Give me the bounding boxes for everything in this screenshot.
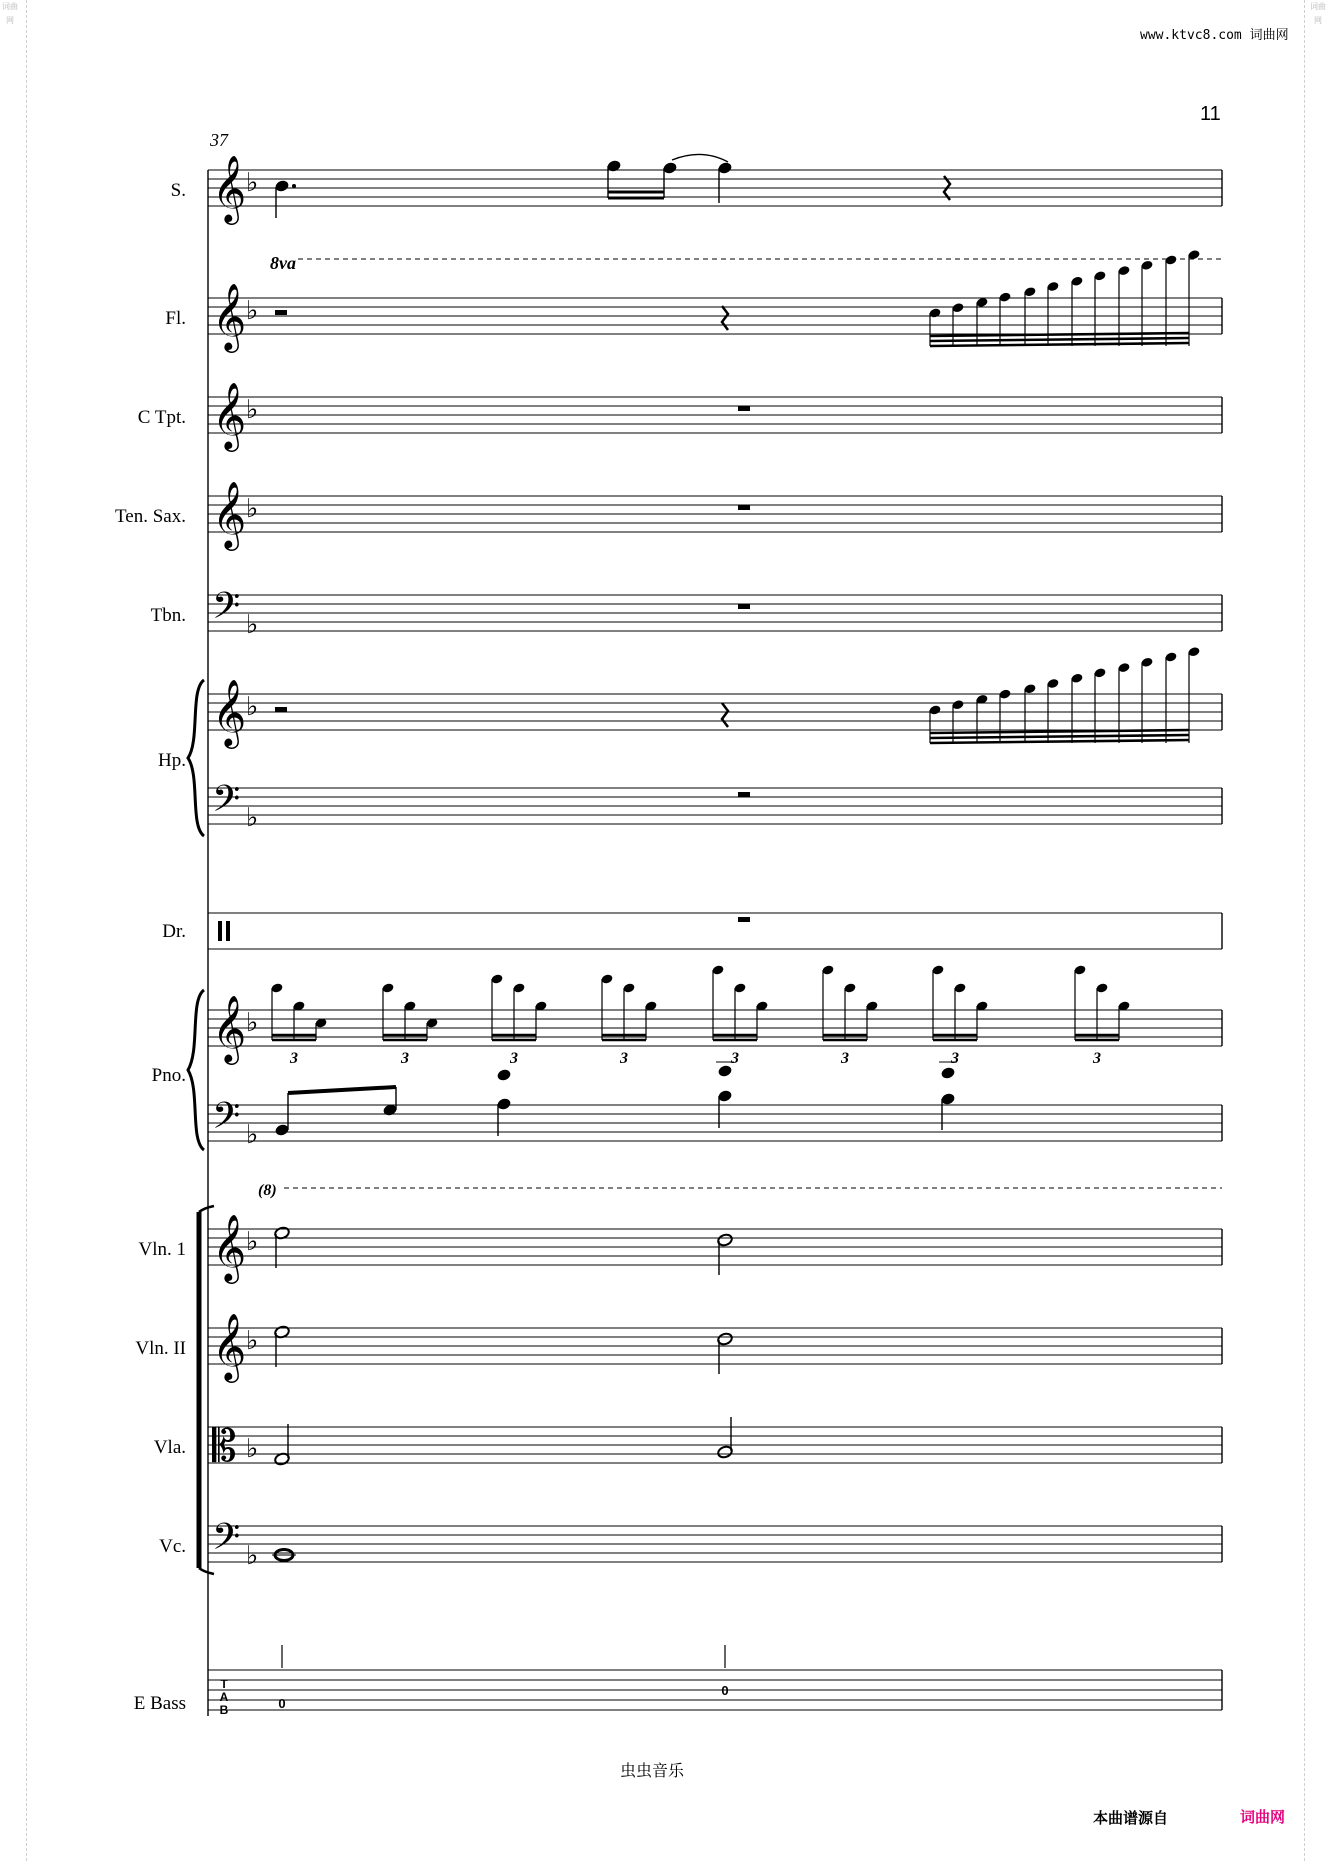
label-viola: Vla. <box>153 1437 186 1458</box>
piano-treble-notes <box>265 964 1131 1067</box>
bass-clef-icon: 𝄢 <box>212 1516 241 1567</box>
staff-1 <box>208 282 1222 353</box>
violin-1-notes <box>274 1226 734 1275</box>
label-trumpet: C Tpt. <box>137 407 186 428</box>
harp-brace <box>188 680 204 836</box>
page-number: 11 <box>1200 103 1221 125</box>
tuplet-number: 3 <box>731 1050 739 1067</box>
tab-fret-2: 0 <box>721 1683 729 1698</box>
treble-clef-icon: 𝄞 <box>212 381 247 449</box>
staff-4 <box>208 585 1222 640</box>
treble-clef-icon: 𝄞 <box>212 154 247 222</box>
tab-clef-a: A <box>219 1690 229 1704</box>
flat-icon: ♭ <box>246 168 259 198</box>
flat-icon: ♭ <box>246 395 259 425</box>
whole-rest-trombone <box>738 604 750 609</box>
piano-triplet-group <box>706 964 769 1067</box>
piano-triplet-group <box>1068 964 1131 1067</box>
ebass-tab-notes <box>278 1645 728 1711</box>
tab-fret-1: 0 <box>278 1696 286 1711</box>
staff-12 <box>208 1421 1222 1472</box>
staff-11 <box>208 1312 1222 1383</box>
label-trombone: Tbn. <box>150 605 186 626</box>
staff-9 <box>208 1095 1222 1150</box>
whole-rest-drums <box>738 917 750 922</box>
staff-8 <box>208 994 1222 1065</box>
staff-10 <box>208 1213 1222 1284</box>
piano-triplet-group <box>595 973 658 1067</box>
tuplet-number: 3 <box>401 1050 409 1067</box>
staff-3 <box>208 480 1222 551</box>
label-electric-bass: E Bass <box>133 1693 186 1714</box>
label-cello: Vc. <box>159 1536 186 1557</box>
bass-clef-icon: 𝄢 <box>212 778 241 829</box>
treble-clef-icon: 𝄞 <box>212 1213 247 1281</box>
treble-clef-icon: 𝄞 <box>212 994 247 1062</box>
treble-clef-icon: 𝄞 <box>212 678 247 746</box>
staff-13 <box>208 1516 1222 1571</box>
publisher-footer: 虫虫音乐 <box>620 1761 685 1780</box>
tuplet-number: 3 <box>510 1050 518 1067</box>
staff-7 <box>208 913 1222 949</box>
bass-clef-icon: 𝄢 <box>212 585 241 636</box>
label-piano: Pno. <box>151 1065 186 1086</box>
piano-triplet-group <box>376 982 439 1067</box>
bass-clef-icon: 𝄢 <box>212 1095 241 1146</box>
label-drums: Dr. <box>162 921 186 942</box>
tuplet-number: 3 <box>841 1050 849 1067</box>
cello-notes <box>272 1550 296 1561</box>
site-logo[interactable]: 词曲网 <box>1240 1808 1286 1826</box>
alto-clef-icon: 𝄡 <box>212 1421 237 1472</box>
ottava-mark-flute: 8va <box>270 253 296 273</box>
label-harp: Hp. <box>158 750 186 771</box>
label-violin-1: Vln. 1 <box>138 1239 186 1260</box>
label-violin-2: Vln. II <box>135 1338 186 1359</box>
whole-rest-sax <box>738 505 750 510</box>
flat-icon: ♭ <box>246 1326 259 1356</box>
staff-14 <box>208 1670 1222 1710</box>
flat-icon: ♭ <box>246 1008 259 1038</box>
staff-6 <box>208 778 1222 833</box>
flat-icon: ♭ <box>246 494 259 524</box>
staff-2 <box>208 381 1222 452</box>
violin-2-notes <box>274 1325 734 1374</box>
label-soprano: S. <box>170 180 186 201</box>
treble-clef-icon: 𝄞 <box>212 480 247 548</box>
viola-notes <box>274 1417 734 1466</box>
tuplet-number: 3 <box>951 1050 959 1067</box>
flat-icon: ♭ <box>246 803 259 833</box>
piano-triplet-group <box>265 982 328 1067</box>
treble-clef-icon: 𝄞 <box>212 1312 247 1380</box>
staff-0 <box>208 154 1222 225</box>
whole-rest-trumpet <box>738 406 750 411</box>
tuplet-number: 3 <box>1093 1050 1101 1067</box>
tab-clef-t: T <box>220 1677 228 1691</box>
tuplet-number: 3 <box>290 1050 298 1067</box>
piano-bass-notes <box>274 1062 957 1137</box>
flat-icon: ♭ <box>246 1541 259 1571</box>
margin-watermark-right: 词曲网 <box>1310 2 1326 25</box>
harp-notes <box>275 646 1201 797</box>
tuplet-number: 3 <box>620 1050 628 1067</box>
piano-triplet-group <box>926 964 989 1067</box>
flat-icon: ♭ <box>246 692 259 722</box>
measure-number: 37 <box>210 130 228 150</box>
source-text: 本曲谱源自 <box>1093 1809 1169 1827</box>
site-url: www.ktvc8.com 词曲网 <box>1140 28 1289 43</box>
flat-icon: ♭ <box>246 1434 259 1464</box>
margin-watermark-left: 词曲网 <box>2 2 18 25</box>
tab-clef-b: B <box>219 1703 229 1717</box>
label-tenor-sax: Ten. Sax. <box>115 506 186 527</box>
flat-icon: ♭ <box>246 1227 259 1257</box>
flat-icon: ♭ <box>246 296 259 326</box>
soprano-notes <box>274 154 950 218</box>
ottava-continue-violin: (8) <box>258 1182 277 1199</box>
flat-icon: ♭ <box>246 1120 259 1150</box>
staff-5 <box>208 678 1222 749</box>
flat-icon: ♭ <box>246 610 259 640</box>
staff-lines <box>208 154 1222 1710</box>
piano-brace <box>188 990 204 1150</box>
piano-triplet-group <box>485 973 548 1067</box>
label-flute: Fl. <box>165 308 186 329</box>
piano-triplet-group <box>816 964 879 1067</box>
treble-clef-icon: 𝄞 <box>212 282 247 350</box>
